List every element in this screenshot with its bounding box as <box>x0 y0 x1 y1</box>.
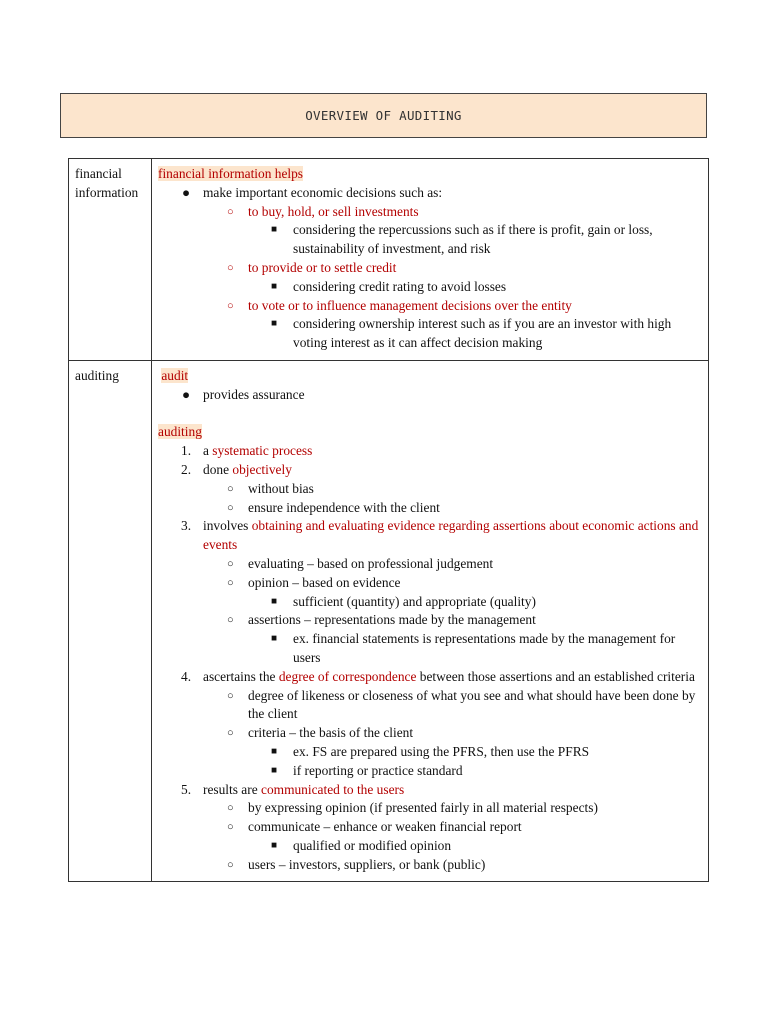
list-item: to provide or to settle credit <box>248 259 397 275</box>
circle-bullet-icon: ○ <box>227 576 234 589</box>
list-item-highlight: degree of correspondence <box>278 668 417 684</box>
list-item: to buy, hold, or sell investments <box>248 203 419 219</box>
page-title <box>60 93 707 138</box>
list-item: provides assurance <box>203 386 305 402</box>
list-item-highlight: systematic process <box>212 443 313 459</box>
list-item: without bias <box>248 480 314 496</box>
list-item: qualified or modified opinion <box>293 837 452 853</box>
list-item: by expressing opinion (if presented fairly in all material respects) <box>248 800 598 816</box>
list-item: users – investors, suppliers, or bank (public) <box>248 856 486 872</box>
list-item: opinion – based on evidence <box>248 574 401 590</box>
list-item: ascertains the <box>203 668 279 684</box>
dot-bullet-icon: ● <box>182 184 191 200</box>
circle-bullet-icon: ○ <box>227 821 234 834</box>
circle-bullet-icon: ○ <box>227 858 234 871</box>
notes-table <box>68 158 709 882</box>
list-item: if reporting or practice standard <box>293 762 463 778</box>
list-item: considering ownership interest such as if you are an investor with high voting interest as it can affect decision making <box>293 316 672 351</box>
row-label: financial information <box>69 159 152 361</box>
list-item: considering the repercussions such as if there is profit, gain or loss, sustainability of investment, and risk <box>293 222 653 257</box>
list-item: to vote or to influence management decisions over the entity <box>248 297 572 313</box>
square-bullet-icon: ■ <box>271 633 278 645</box>
list-item: sufficient (quantity) and appropriate (quality) <box>293 593 536 609</box>
list-item: make important economic decisions such as: <box>203 184 443 200</box>
square-bullet-icon: ■ <box>271 764 278 776</box>
list-number: 1. <box>181 443 192 459</box>
circle-bullet-icon: ○ <box>227 614 234 627</box>
square-bullet-icon: ■ <box>271 595 278 607</box>
square-bullet-icon: ■ <box>271 318 278 330</box>
circle-bullet-icon: ○ <box>227 727 234 740</box>
list-item: ensure independence with the client <box>248 499 440 515</box>
circle-bullet-icon: ○ <box>227 501 234 514</box>
circle-bullet-icon: ○ <box>227 482 234 495</box>
list-number: 5. <box>181 781 192 797</box>
circle-bullet-icon: ○ <box>227 299 234 312</box>
list-item: assertions – representations made by the management <box>248 612 536 628</box>
list-number: 3. <box>181 518 192 534</box>
list-item: evaluating – based on professional judgement <box>248 555 494 571</box>
list-item-highlight: obtaining and evaluating evidence regarding assertions about economic actions and events <box>203 518 699 553</box>
square-bullet-icon: ■ <box>271 280 278 292</box>
circle-bullet-icon: ○ <box>227 802 234 815</box>
list-item: ex. financial statements is representations made by the management for users <box>293 631 676 665</box>
list-item: degree of likeness or closeness of what you see and what should have been done by the client <box>248 687 696 722</box>
list-item: involves <box>203 518 252 534</box>
table-row-auditing <box>69 360 709 882</box>
list-item: between those assertions and an established criteria <box>416 668 695 684</box>
circle-bullet-icon: ○ <box>227 689 234 702</box>
list-item: criteria – the basis of the client <box>248 725 414 741</box>
list-item-highlight: objectively <box>232 461 292 477</box>
list-number: 4. <box>181 668 192 684</box>
table-row-financial-information <box>69 159 709 361</box>
list-item-highlight: communicated to the users <box>261 781 405 797</box>
circle-bullet-icon: ○ <box>227 557 234 570</box>
list-item: a <box>203 443 213 459</box>
row-content <box>152 360 709 882</box>
list-item: ex. FS are prepared using the PFRS, then use the PFRS <box>293 743 590 759</box>
list-item: results are <box>203 781 262 797</box>
square-bullet-icon: ■ <box>271 224 278 236</box>
row-content <box>152 159 709 361</box>
row-label: auditing <box>69 360 152 882</box>
circle-bullet-icon: ○ <box>227 205 234 218</box>
square-bullet-icon: ■ <box>271 839 278 851</box>
list-item: communicate – enhance or weaken financial report <box>248 819 522 835</box>
list-number: 2. <box>181 461 192 477</box>
dot-bullet-icon: ● <box>182 386 191 402</box>
page-title-text: OVERVIEW OF AUDITING <box>305 108 462 123</box>
list-item: done <box>203 461 233 477</box>
section-heading: audit <box>161 367 189 383</box>
circle-bullet-icon: ○ <box>227 261 234 274</box>
list-item: considering credit rating to avoid losses <box>293 278 507 294</box>
section-heading: financial information helps <box>158 166 304 181</box>
section-heading: auditing <box>158 424 202 440</box>
square-bullet-icon: ■ <box>271 745 278 757</box>
